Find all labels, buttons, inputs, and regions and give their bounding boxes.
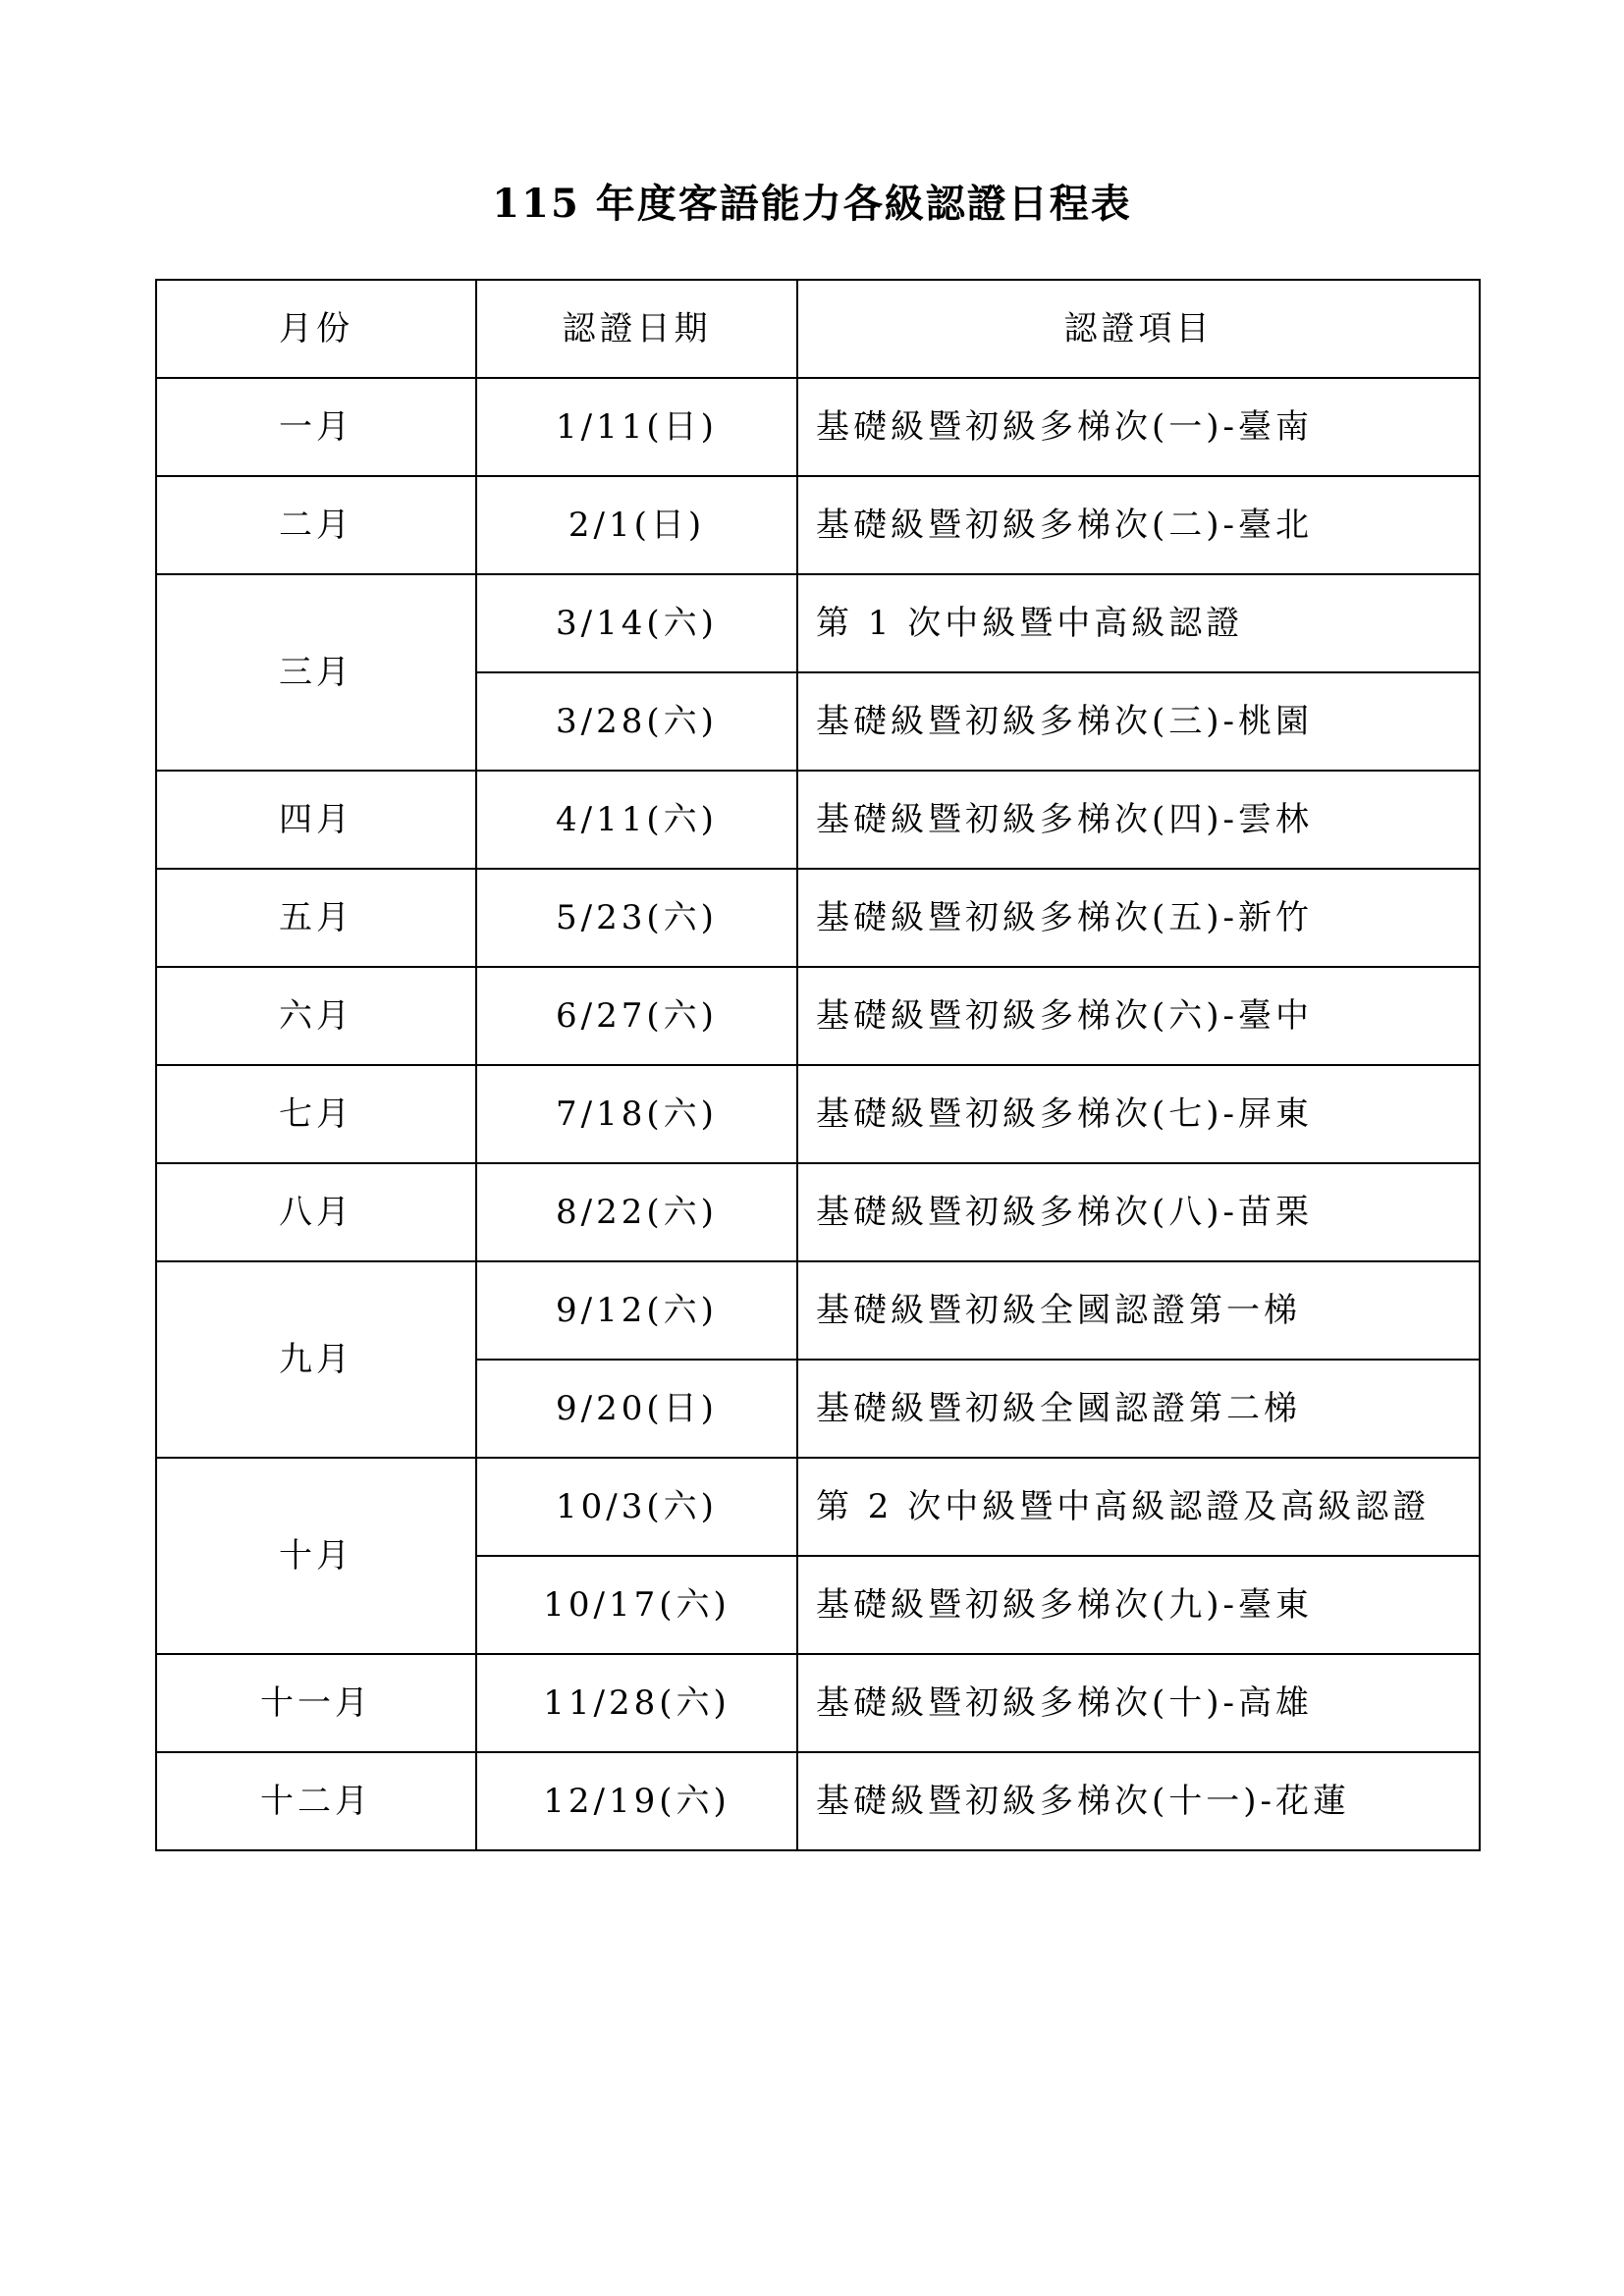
- month-cell: 十二月: [156, 1752, 476, 1850]
- table-row: [156, 869, 1480, 967]
- date-cell: 6/27(六): [476, 967, 797, 1065]
- month-cell: 十月: [156, 1458, 476, 1654]
- date-cell: 3/14(六): [476, 574, 797, 672]
- month-cell: 四月: [156, 771, 476, 869]
- month-cell: 六月: [156, 967, 476, 1065]
- date-cell: 9/20(日): [476, 1360, 797, 1458]
- table-header-row: [156, 280, 1480, 378]
- item-cell: 基礎級暨初級多梯次(十)-高雄: [797, 1654, 1480, 1752]
- date-cell: 1/11(日): [476, 378, 797, 476]
- item-cell: 第 2 次中級暨中高級認證及高級認證: [797, 1458, 1480, 1556]
- date-cell: 3/28(六): [476, 672, 797, 771]
- item-cell: 基礎級暨初級多梯次(三)-桃園: [797, 672, 1480, 771]
- table-row: [156, 574, 1480, 672]
- table-row: [156, 476, 1480, 574]
- date-cell: 2/1(日): [476, 476, 797, 574]
- date-cell: 10/3(六): [476, 1458, 797, 1556]
- item-cell: 基礎級暨初級多梯次(四)-雲林: [797, 771, 1480, 869]
- date-cell: 11/28(六): [476, 1654, 797, 1752]
- month-cell: 八月: [156, 1163, 476, 1261]
- table-row: [156, 967, 1480, 1065]
- date-cell: 8/22(六): [476, 1163, 797, 1261]
- schedule-table: [155, 279, 1481, 1851]
- month-cell: 三月: [156, 574, 476, 771]
- date-cell: 10/17(六): [476, 1556, 797, 1654]
- table-row: [156, 1065, 1480, 1163]
- item-cell: 基礎級暨初級多梯次(十一)-花蓮: [797, 1752, 1480, 1850]
- table-row: [156, 1458, 1480, 1556]
- table-row: [156, 1261, 1480, 1360]
- page-title: 115 年度客語能力各級認證日程表: [492, 181, 1132, 227]
- item-cell: 第 1 次中級暨中高級認證: [797, 574, 1480, 672]
- item-cell: 基礎級暨初級多梯次(九)-臺東: [797, 1556, 1480, 1654]
- date-cell: 4/11(六): [476, 771, 797, 869]
- header-date: 認證日期: [476, 280, 797, 378]
- date-cell: 12/19(六): [476, 1752, 797, 1850]
- date-cell: 5/23(六): [476, 869, 797, 967]
- table-row: [156, 1163, 1480, 1261]
- header-item: 認證項目: [797, 280, 1480, 378]
- item-cell: 基礎級暨初級多梯次(七)-屏東: [797, 1065, 1480, 1163]
- item-cell: 基礎級暨初級多梯次(五)-新竹: [797, 869, 1480, 967]
- item-cell: 基礎級暨初級多梯次(一)-臺南: [797, 378, 1480, 476]
- month-cell: 一月: [156, 378, 476, 476]
- table-row: [156, 378, 1480, 476]
- table-row: [156, 1654, 1480, 1752]
- item-cell: 基礎級暨初級多梯次(二)-臺北: [797, 476, 1480, 574]
- date-cell: 9/12(六): [476, 1261, 797, 1360]
- item-cell: 基礎級暨初級全國認證第二梯: [797, 1360, 1480, 1458]
- month-cell: 九月: [156, 1261, 476, 1458]
- month-cell: 十一月: [156, 1654, 476, 1752]
- item-cell: 基礎級暨初級全國認證第一梯: [797, 1261, 1480, 1360]
- date-cell: 7/18(六): [476, 1065, 797, 1163]
- table-row: [156, 1752, 1480, 1850]
- item-cell: 基礎級暨初級多梯次(六)-臺中: [797, 967, 1480, 1065]
- header-month: 月份: [156, 280, 476, 378]
- month-cell: 五月: [156, 869, 476, 967]
- month-cell: 二月: [156, 476, 476, 574]
- item-cell: 基礎級暨初級多梯次(八)-苗栗: [797, 1163, 1480, 1261]
- month-cell: 七月: [156, 1065, 476, 1163]
- table-row: [156, 771, 1480, 869]
